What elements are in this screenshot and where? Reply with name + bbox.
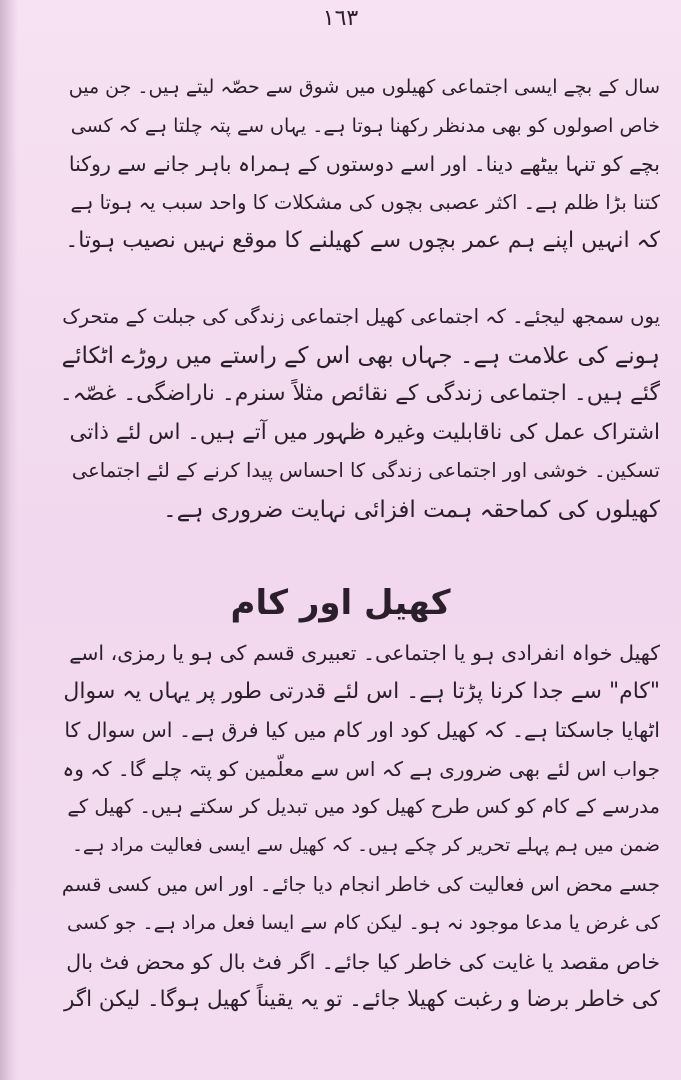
text-line: جواب اس لئے بھی ضروری ہے کہ اس سے معلّمین کو پتہ چلے گا۔ کہ وہ	[62, 756, 660, 781]
text-line: سال کے بچے ایسی اجتماعی کھیلوں میں شوق سے حصّہ لیتے ہیں۔ جن میں	[68, 76, 660, 98]
text-line: اشتراک عمل کی ناقابلیت وغیرہ ظہور میں آتے ہیں۔ اس لئے ذاتی	[69, 419, 660, 445]
text-line: کھیلوں کی کماحقہ ہمت افزائی نہایت ضروری ہے۔	[163, 496, 660, 523]
text-line: خاص اصولوں کو بھی مدنظر رکھنا ہوتا ہے۔ یہاں سے پتہ چلتا ہے کہ کسی	[70, 114, 660, 137]
text-line: کھیل خواہ انفرادی ہو یا اجتماعی۔ تعبیری قسم کی ہو یا رمزی، اسے	[69, 641, 660, 665]
paragraph-1	[60, 68, 660, 261]
page-binding-edge	[0, 0, 18, 1080]
text-line: خاص مقصد یا غایت کی خاطر کیا جائے۔ اگر فٹ بال کو محض فٹ بال	[66, 949, 660, 974]
text-line: یوں سمجھ لیجئے۔ کہ اجتماعی کھیل اجتماعی زندگی کی جبلت کے متحرک	[62, 305, 660, 328]
page-number: ١٦٣	[322, 6, 359, 31]
text-line: کہ انہیں اپنے ہم عمر بچوں سے کھیلنے کا موقع نہیں نصیب ہوتا۔	[65, 228, 660, 254]
text-line: گئے ہیں۔ اجتماعی زندگی کے نقائص مثلاً سنرم۔ ناراضگی۔ غصّہ۔	[60, 381, 660, 407]
text-line: مدرسے کے کام کو کس طرح کھیل کود میں تبدیل کر سکتے ہیں۔ کھیل کے	[67, 795, 660, 819]
text-line: ضمن میں ہم پہلے تحریر کر چکے ہیں۔ کہ کھیل سے ایسی فعالیت مراد ہے۔	[72, 834, 660, 856]
text-line: کتنا بڑا ظلم ہے۔ اکثر عصبی بچوں کی مشکلات کا واحد سبب یہ ہوتا ہے	[70, 190, 660, 214]
text-line: اٹھایا جاسکتا ہے۔ کہ کھیل کود اور کام میں کیا فرق ہے۔ اس سوال کا	[64, 718, 660, 743]
text-line: تسکین۔ خوشی اور اجتماعی زندگی کا احساس پیدا کرنے کے لئے اجتماعی	[71, 459, 660, 483]
text-line: کی خاطر برضا و رغبت کھیلا جائے۔ تو یہ یقیناً کھیل ہوگا۔ لیکن اگر	[64, 987, 660, 1013]
section-heading: کھیل اور کام	[230, 583, 451, 623]
paragraph-3	[60, 634, 660, 1020]
text-line: ہونے کی علامت ہے۔ جہاں بھی اس کے راستے میں روڑے اٹکائے	[61, 342, 660, 369]
text-line: کی غرض یا مدعا موجود نہ ہو۔ لیکن کام سے ایسا فعل مراد ہے۔ جو کسی	[67, 912, 660, 935]
text-line: "کام" سے جدا کرنا پڑتا ہے۔ اس لئے قدرتی طور پر یہاں یہ سوال	[63, 678, 660, 704]
text-line: جسے محض اس فعالیت کی خاطر انجام دیا جائے۔ اور اس میں کسی قسم	[61, 872, 660, 896]
text-line: بچے کو تنہا بیٹھے دینا۔ اور اسے دوستوں کے ہمراہ باہر جانے سے روکنا	[68, 152, 660, 177]
paragraph-2	[60, 298, 660, 530]
